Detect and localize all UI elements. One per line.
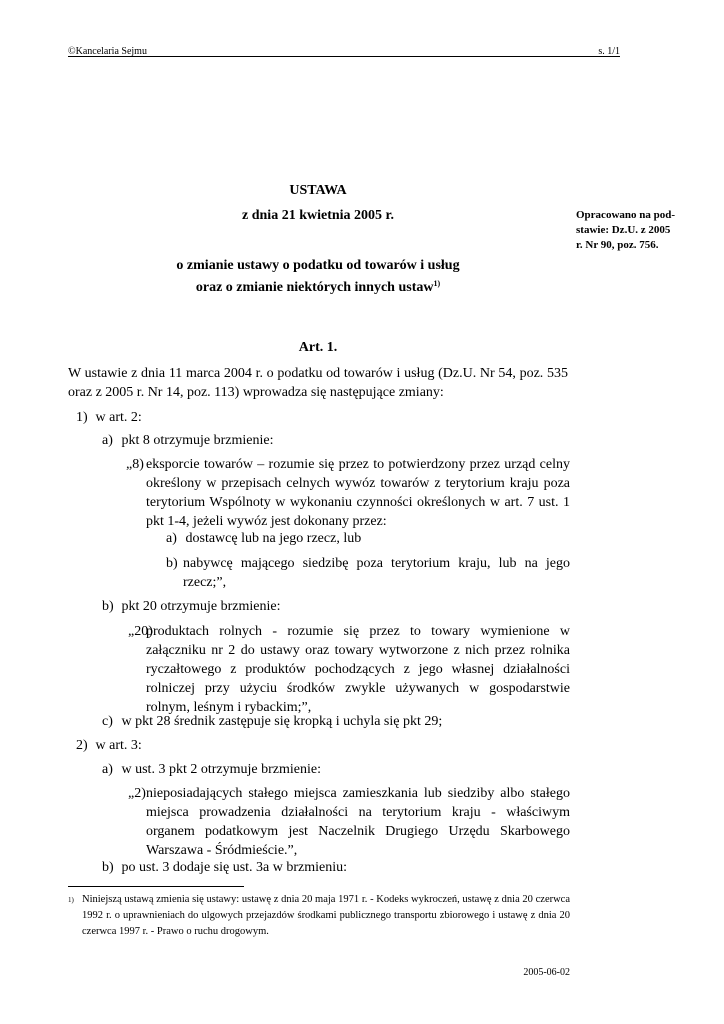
item-2b-label: b) (102, 860, 114, 875)
header-page-number: s. 1/1 (598, 46, 620, 57)
document-date: z dnia 21 kwietnia 2005 r. (242, 208, 394, 223)
item-1a-text: pkt 8 otrzymuje brzmienie: (121, 433, 274, 448)
sidenote-line-3: r. Nr 90, poz. 756. (576, 239, 659, 251)
document-subject (68, 257, 568, 297)
item-1a (102, 431, 274, 450)
quote-8-sub-a-label: a) (166, 531, 177, 546)
quote-8-sub-b-text: nabywcę mającego siedzibę poza terytorium kraju, lub na jego rzecz;”, (183, 556, 570, 590)
quote-8-label: „8) (126, 457, 144, 472)
sidenote-line-1: Opracowano na pod- (576, 209, 676, 221)
item-1 (76, 408, 142, 427)
quote-20-label: „20) (128, 624, 153, 639)
subject-line-2: oraz o zmianie niektórych innych ustaw (195, 280, 434, 295)
item-2b-text: po ust. 3 dodaje się ust. 3a w brzmieniu: (121, 860, 348, 875)
document-title: USTAWA (289, 183, 347, 198)
sidenote-line-2: stawie: Dz.U. z 2005 (576, 224, 671, 236)
item-2a (102, 760, 321, 779)
item-1c-text: w pkt 28 średnik zastępuje się kropką i uchyla się pkt 29; (121, 714, 443, 729)
quote-8-sub-a-text: dostawcę lub na jego rzecz, lub (185, 531, 362, 546)
item-2a-text: w ust. 3 pkt 2 otrzymuje brzmienie: (121, 762, 321, 777)
item-2-label: 2) (76, 738, 88, 753)
footnote-text: Niniejszą ustawą zmienia się ustawy: ustawę z dnia 20 maja 1971 r. - Kodeks wykroczeń, ustawę z dnia 20 czerwca 1992 r. o uprawnieniach do ulgowych przejazdów środkami publicznego transportu zbiorowego i ustawę z dnia 20 czerwca 1997 r. - Prawo o ruchu drogowym. (82, 894, 570, 937)
item-2 (76, 736, 142, 755)
article-heading: Art. 1. (298, 340, 338, 355)
quote-2-label: „2) (128, 786, 146, 801)
item-1b (102, 597, 281, 616)
item-2a-label: a) (102, 762, 113, 777)
quote-8-sub-a (166, 529, 361, 548)
source-sidenote (576, 208, 694, 253)
item-2b (102, 858, 347, 877)
subject-line-1: o zmianie ustawy o podatku od towarów i usług (176, 258, 460, 273)
item-1b-label: b) (102, 599, 114, 614)
item-1c (102, 712, 442, 731)
item-1c-label: c) (102, 714, 113, 729)
quote-2-text: nieposiadających stałego miejsca zamieszkania lub siedziby albo stałego miejsca prowadzenia działalności na terytorium kraju - właściwym organem podatkowym jest Naczelnik Drugiego Urzędu Skarbowego Warszawa - Śródmieście.”, (146, 786, 570, 858)
footnote-rule (68, 886, 244, 887)
quote-8-text: eksporcie towarów – rozumie się przez to potwierdzony przez urząd celny określony w przepisach celnych wywóz towarów z terytorium kraju poza terytorium Wspólnoty w wykonaniu czynności określonych w art. 7 ust. 1 pkt 1-4, jeżeli wywóz jest dokonany przez: (146, 457, 570, 529)
quote-20-text: produktach rolnych - rozumie się przez to towary wymienione w załączniku nr 2 do ustawy oraz towary wytworzone z nich przez rolnika ryczałtowego z produktów pochodzących z jego własnej działalności rolniczej przy użyciu środków zwykle używanych w gospodarstwie rolnym, leśnym i rybackim;”, (146, 624, 570, 715)
header-rule (68, 56, 620, 57)
item-1-text: w art. 2: (95, 410, 142, 425)
article-intro: W ustawie z dnia 11 marca 2004 r. o podatku od towarów i usług (Dz.U. Nr 54, poz. 535 oraz z 2005 r. Nr 14, poz. 113) wprowadza się następujące zmiany: (68, 366, 568, 400)
footnote-mark: 1) (68, 896, 74, 904)
page-date: 2005-06-02 (523, 967, 570, 978)
item-1a-label: a) (102, 433, 113, 448)
footnote (68, 892, 570, 940)
quote-8-sub-b-label: b) (166, 556, 178, 571)
item-1b-text: pkt 20 otrzymuje brzmienie: (121, 599, 281, 614)
subject-footnote-ref: 1) (433, 279, 441, 288)
item-2-text: w art. 3: (95, 738, 142, 753)
header-publisher: ©Kancelaria Sejmu (68, 46, 147, 57)
item-1-label: 1) (76, 410, 88, 425)
